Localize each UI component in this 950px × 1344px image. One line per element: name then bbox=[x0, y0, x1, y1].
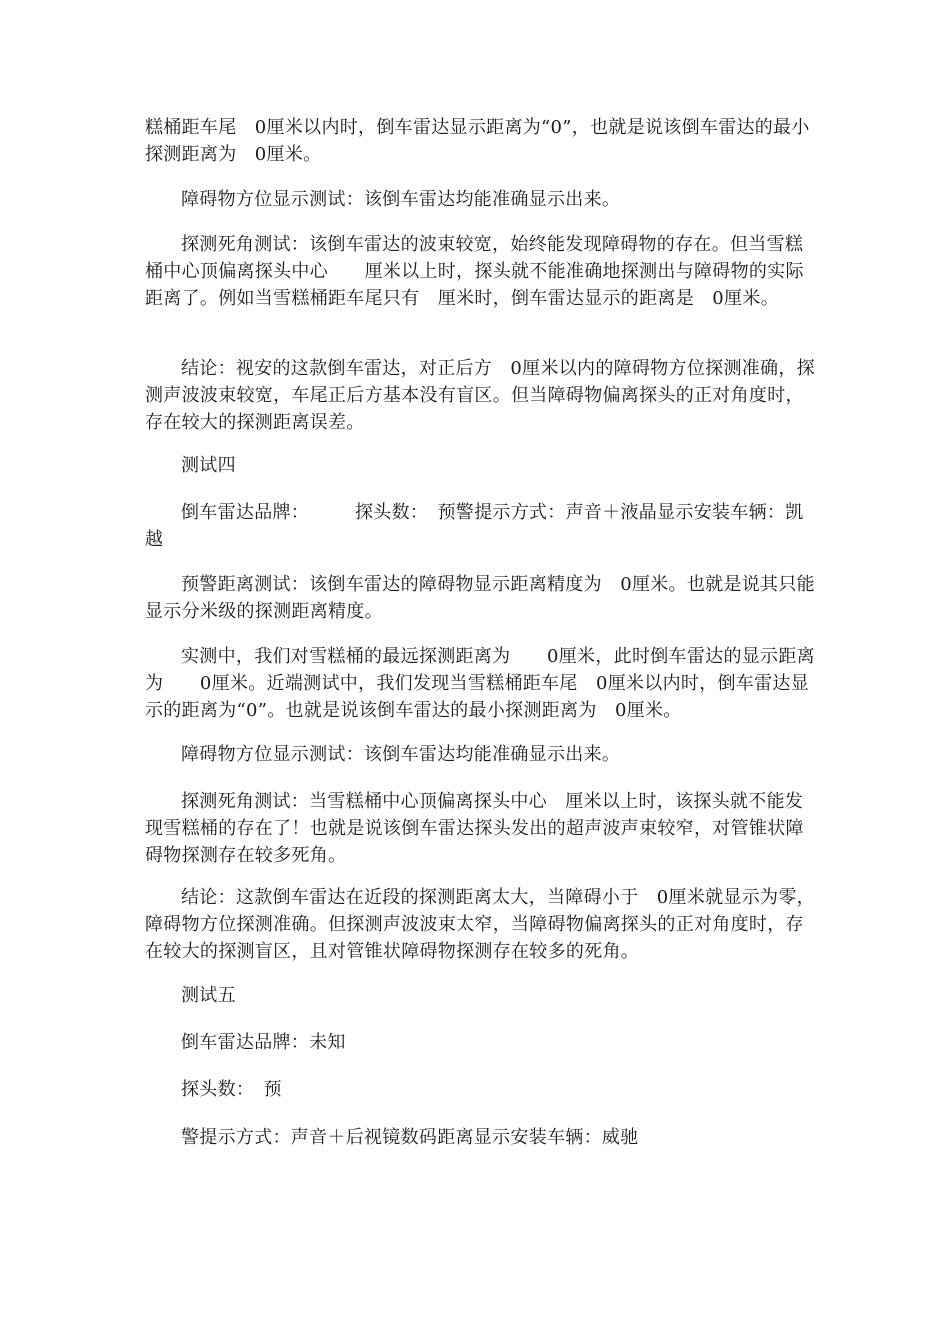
paragraph-conclusion: 结论：视安的这款倒车雷达，对正后方 0厘米以内的障碍物方位探测准确，探测声波波束较宽，车尾正后方基本没有盲区。但当障碍物偏离探头的正对角度时，存在较大的探测距离误差。 bbox=[145, 358, 815, 433]
paragraph-warning-distance-test: 预警距离测试：该倒车雷达的障碍物显示距离精度为 0厘米。也就是说其只能显示分米级的探测距离精度。 bbox=[145, 574, 815, 622]
paragraph-brand: 倒车雷达品牌：未知 bbox=[181, 1032, 346, 1053]
paragraph-radar-specs: 倒车雷达品牌： 探头数： 预警提示方式：声音＋液晶显示安装车辆：凯越 bbox=[145, 502, 804, 550]
paragraph-probe-count: 探头数： 预 bbox=[181, 1079, 282, 1100]
section-heading-test-4: 测试四 bbox=[181, 455, 236, 476]
paragraph-obstacle-direction-test: 障碍物方位显示测试：该倒车雷达均能准确显示出来。 bbox=[181, 189, 621, 210]
paragraph-blind-spot-test-2: 探测死角测试：当雪糕桶中心顶偏离探头中心 厘米以上时，该探头就不能发现雪糕桶的存在了！也就是说该倒车雷达探头发出的超声波声束较窄，对管锥状障碍物探测存在较多死角。 bbox=[145, 791, 804, 866]
section-heading-test-5: 测试五 bbox=[181, 985, 236, 1006]
paragraph-measurement: 实测中，我们对雪糕桶的最远探测距离为 0厘米，此时倒车雷达的显示距离为 0厘米。近端测试中，我们发现当雪糕桶距车尾 0厘米以内时，倒车雷达显示的距离为“0”。也就是说该倒车雷达的最小探测距离为 0厘米。 bbox=[145, 646, 815, 721]
paragraph-conclusion-2: 结论：这款倒车雷达在近段的探测距离太大，当障碍小于 0厘米就显示为零，障碍物方位探测准确。但探测声波波束太窄，当障碍物偏离探头的正对角度时，存在较大的探测盲区，且对管锥状障碍物探测存在较多的死角。 bbox=[145, 887, 815, 962]
paragraph-obstacle-direction-test-2: 障碍物方位显示测试：该倒车雷达均能准确显示出来。 bbox=[181, 744, 621, 765]
paragraph-blind-spot-test: 探测死角测试：该倒车雷达的波束较宽，始终能发现障碍物的存在。但当雪糕桶中心顶偏离探头中心 厘米以上时，探头就不能准确地探测出与障碍物的实际距离了。例如当雪糕桶距车尾只有 厘米时，倒车雷达显示的距离是 0厘米。 bbox=[145, 234, 804, 309]
paragraph-warning-mode: 警提示方式：声音＋后视镜数码距离显示安装车辆：威驰 bbox=[181, 1127, 639, 1148]
paragraph-continuation: 糕桶距车尾 0厘米以内时，倒车雷达显示距离为“0”，也就是说该倒车雷达的最小探测距离为 0厘米。 bbox=[145, 117, 810, 165]
